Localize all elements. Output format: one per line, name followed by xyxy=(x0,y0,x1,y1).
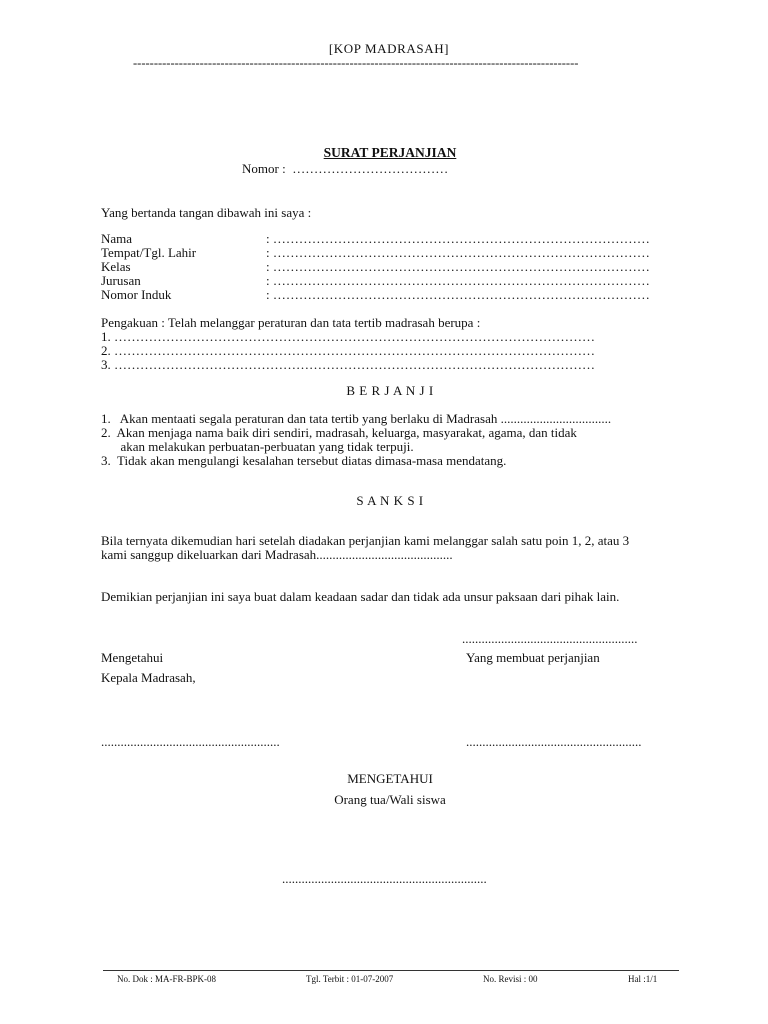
yang-membuat-label: Yang membuat perjanjian xyxy=(466,650,600,665)
document-title: SURAT PERJANJIAN xyxy=(323,145,457,160)
field-label-nomor-induk: Nomor Induk xyxy=(101,287,172,302)
mengetahui-heading: MENGETAHUI xyxy=(347,771,433,786)
field-value-nama: : …………………………………………………………………………… xyxy=(266,232,650,245)
student-signature-dots: ...................................................... xyxy=(466,734,642,749)
sanksi-line-1: Bila ternyata dikemudian hari setelah diadakan perjanjian kami melanggar salah satu poin 1, 2, atau 3 xyxy=(101,533,630,548)
kop-madrasah: [KOP MADRASAH] xyxy=(328,41,450,56)
field-label-nama: Nama xyxy=(101,231,133,246)
pengakuan-line-3: 3. ………………………………………………………………………………………………… xyxy=(101,358,595,371)
footer-publish-date: Tgl. Terbit : 01-07-2007 xyxy=(306,974,394,984)
field-value-kelas: : …………………………………………………………………………… xyxy=(266,260,650,273)
field-value-jurusan: : …………………………………………………………………………… xyxy=(266,274,650,287)
berjanji-item-3: 3. Tidak akan mengulangi kesalahan tersebut diatas dimasa-masa mendatang. xyxy=(101,453,507,468)
sanksi-heading: S A N K S I xyxy=(356,493,424,508)
footer-doc-number: No. Dok : MA-FR-BPK-08 xyxy=(117,974,217,984)
berjanji-item-2-continued: akan melakukan perbuatan-perbuatan yang tidak terpuji. xyxy=(101,439,414,454)
berjanji-item-1: 1. Akan mentaati segala peraturan dan tata tertib yang berlaku di Madrasah .................................. xyxy=(101,411,612,426)
intro-text: Yang bertanda tangan dibawah ini saya : xyxy=(101,205,312,220)
kepala-madrasah-label: Kepala Madrasah, xyxy=(101,670,196,685)
pengakuan-text: Pengakuan : Telah melanggar peraturan dan tata tertib madrasah berupa : xyxy=(101,315,481,330)
closing-statement: Demikian perjanjian ini saya buat dalam keadaan sadar dan tidak ada unsur paksaan dari pihak lain. xyxy=(101,589,620,604)
document-number: Nomor : ……………………………… xyxy=(242,161,449,176)
mengetahui-label: Mengetahui xyxy=(101,650,164,665)
field-label-kelas: Kelas xyxy=(101,259,131,274)
berjanji-item-2: 2. Akan menjaga nama baik diri sendiri, madrasah, keluarga, masyarakat, agama, dan tidak xyxy=(101,425,577,440)
kepala-signature-dots: ....................................................... xyxy=(101,734,280,749)
sanksi-line-2: kami sanggup dikeluarkan dari Madrasah.......................................... xyxy=(101,547,453,562)
pengakuan-line-2: 2. ………………………………………………………………………………………………… xyxy=(101,344,595,357)
berjanji-heading: B E R J A N J I xyxy=(346,383,434,398)
field-label-jurusan: Jurusan xyxy=(101,273,141,288)
orang-tua-signature-dots: ............................................................... xyxy=(282,871,487,886)
header-dashed-line: ----------------------------------------------------------------------------------------------------------- xyxy=(133,57,579,70)
footer-revision: No. Revisi : 00 xyxy=(483,974,538,984)
pengakuan-line-1: 1. ………………………………………………………………………………………………… xyxy=(101,330,595,343)
field-value-nomor-induk: : …………………………………………………………………………… xyxy=(266,288,650,301)
orang-tua-label: Orang tua/Wali siswa xyxy=(334,792,446,807)
place-date-dots: ...................................................... xyxy=(462,631,638,646)
field-value-tempat-tgl-lahir: : …………………………………………………………………………… xyxy=(266,246,650,259)
footer-rule xyxy=(103,970,679,971)
footer-page: Hal :1/1 xyxy=(628,974,658,984)
field-label-tempat-tgl-lahir: Tempat/Tgl. Lahir xyxy=(101,245,197,260)
